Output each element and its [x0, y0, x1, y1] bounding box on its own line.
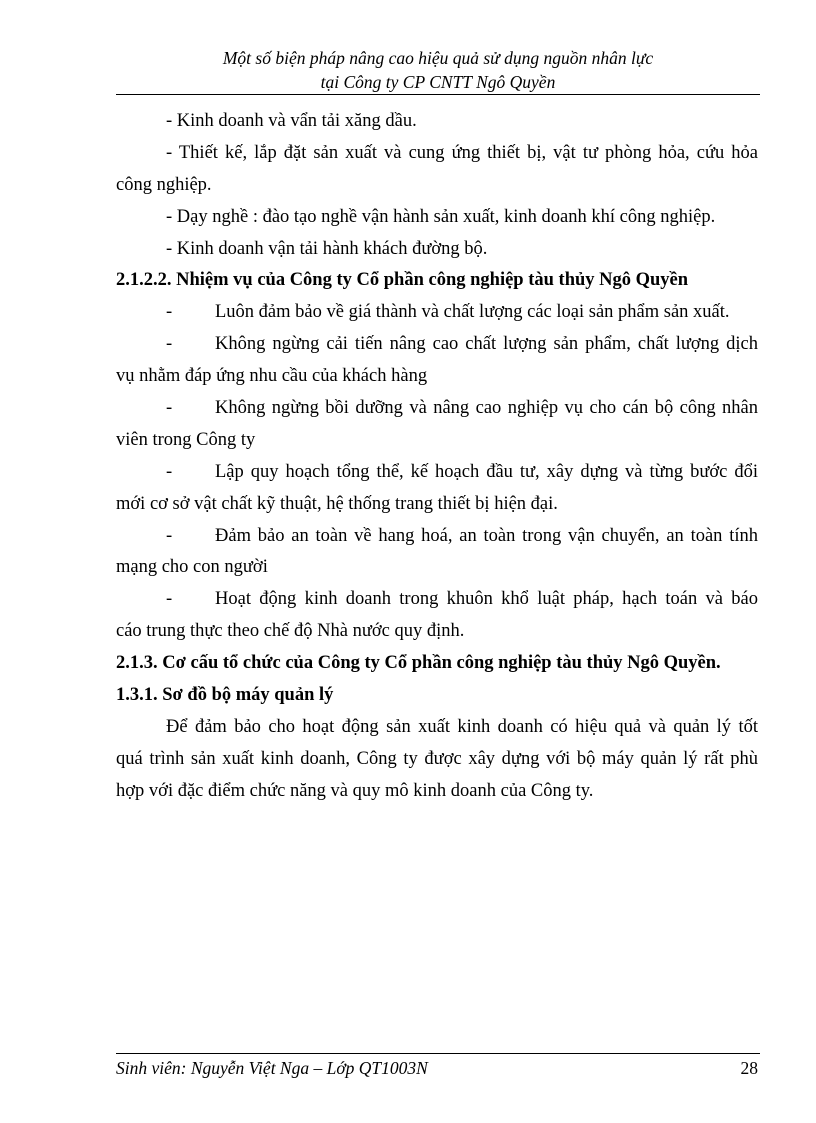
list-item-continuation: mới cơ sở vật chất kỹ thuật, hệ thống trang thiết bị hiện đại. [116, 493, 558, 514]
running-header [116, 46, 760, 94]
paragraph-line: hợp với đặc điểm chức năng và quy mô kinh doanh của Công ty. [116, 780, 594, 801]
list-item: - Kinh doanh và vẩn tải xăng dầu. [166, 111, 417, 131]
header-rule [116, 94, 760, 95]
section-heading: 2.1.3. Cơ cấu tổ chức của Công ty Cổ phần công nghiệp tàu thủy Ngô Quyền. [116, 653, 721, 674]
list-item-continuation: cáo trung thực theo chế độ Nhà nước quy định. [116, 621, 465, 642]
dash-bullet: - [166, 589, 173, 610]
dash-bullet: - [166, 525, 173, 546]
section-heading: 2.1.2.2. Nhiệm vụ của Công ty Cổ phần công nghiệp tàu thủy Ngô Quyền [116, 270, 689, 291]
list-item [116, 297, 758, 329]
page-body [116, 106, 758, 808]
list-item-text: Đảm bảo an toàn về hang hoá, an toàn trong vận chuyển, an toàn tính [215, 525, 758, 546]
header-title-line-2: tại Công ty CP CNTT Ngô Quyền [320, 72, 556, 92]
list-item [116, 329, 758, 361]
list-item: - Dạy nghề : đào tạo nghề vận hành sản xuất, kinh doanh khí công nghiệp. [166, 206, 716, 227]
page-number: 28 [740, 1058, 758, 1078]
list-item [116, 584, 758, 616]
footer-rule [116, 1053, 760, 1054]
list-item [116, 521, 758, 553]
dash-bullet: - [166, 398, 173, 419]
list-item-continuation: viên trong Công ty [116, 429, 256, 450]
list-item: - Kinh doanh vận tải hành khách đường bộ. [166, 238, 488, 259]
list-item-continuation: mạng cho con người [116, 557, 268, 578]
header-title-line-1: Một số biện pháp nâng cao hiệu quả sử dụng nguồn nhân lực [222, 48, 654, 68]
student-info: Sinh viên: Nguyễn Việt Nga – Lớp QT1003N [116, 1058, 428, 1078]
list-item [116, 457, 758, 489]
list-item: - Thiết kế, lắp đặt sản xuất và cung ứng thiết bị, vật tư phòng hỏa, cứu hỏa [166, 142, 758, 163]
page-footer [116, 1056, 758, 1080]
dash-bullet: - [166, 334, 173, 355]
dash-bullet: - [166, 461, 173, 482]
list-item-text: Luôn đảm bảo về giá thành và chất lượng các loại sản phẩm sản xuất. [215, 302, 730, 323]
list-item-text: Không ngừng bồi dưỡng và nâng cao nghiệp vụ cho cán bộ công nhân [215, 398, 758, 419]
dash-bullet: - [166, 302, 173, 323]
paragraph-line: quá trình sản xuất kinh doanh, Công ty được xây dựng với bộ máy quản lý rất phù [116, 748, 758, 769]
subsection-heading: 1.3.1. Sơ đồ bộ máy quản lý [116, 685, 334, 706]
list-item-text: Không ngừng cải tiến nâng cao chất lượng sản phẩm, chất lượng dịch [215, 334, 758, 355]
list-item [116, 393, 758, 425]
list-item-continuation: vụ nhằm đáp ứng nhu cầu của khách hàng [116, 366, 428, 387]
paragraph-line: Để đảm bảo cho hoạt động sản xuất kinh doanh có hiệu quả và quản lý tốt [166, 716, 758, 737]
list-item-text: Hoạt động kinh doanh trong khuôn khổ luật pháp, hạch toán và báo [215, 589, 758, 610]
list-item-continuation: công nghiệp. [116, 174, 212, 195]
list-item-text: Lập quy hoạch tổng thể, kế hoạch đầu tư, xây dựng và từng bước đổi [215, 461, 758, 482]
